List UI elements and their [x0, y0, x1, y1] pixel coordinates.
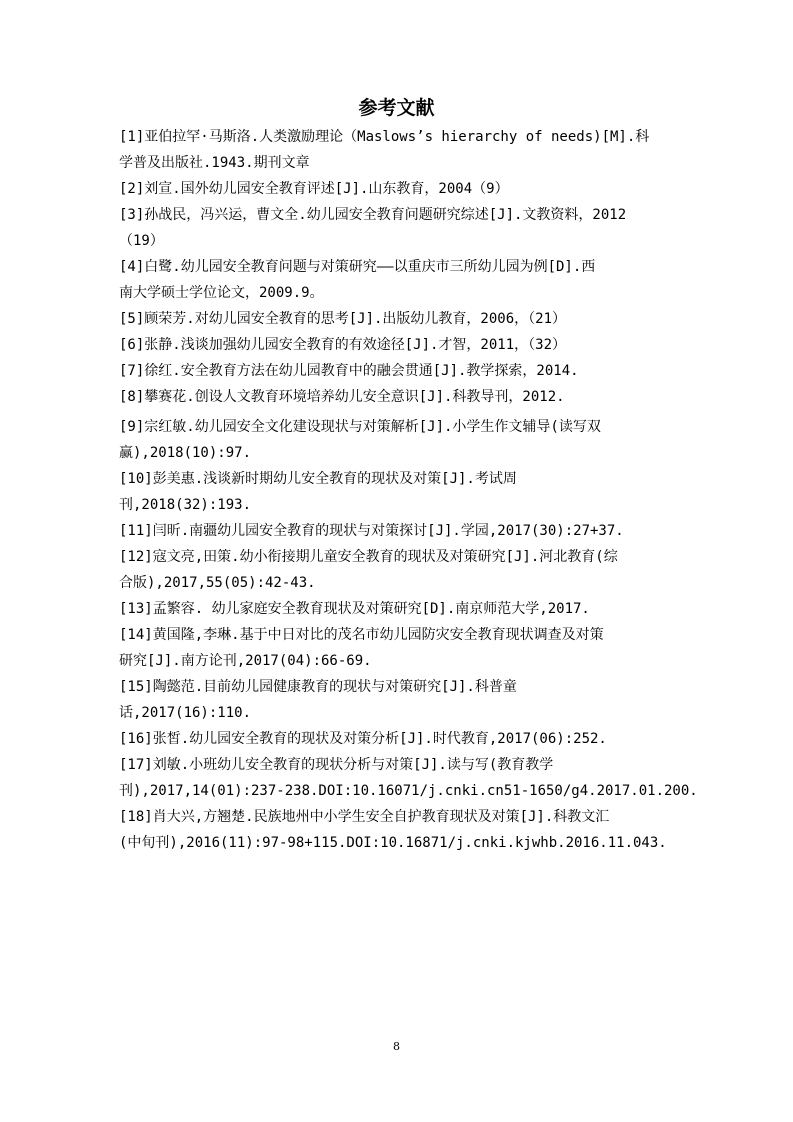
reference-line: [13]孟繁容. 幼儿家庭安全教育现状及对策研究[D].南京师范大学,2017.	[119, 601, 590, 617]
reference-line: [7]徐红.安全教育方法在幼儿园教育中的融会贯通[J].教学探索，2014.	[119, 363, 579, 379]
reference-line: [12]寇文亮,田策.幼小衔接期儿童安全教育的现状及对策研究[J].河北教育(综	[119, 549, 618, 565]
reference-line: 研究[J].南方论刊,2017(04):66-69.	[119, 653, 372, 669]
reference-item	[119, 202, 679, 254]
reference-item	[119, 596, 679, 622]
reference-line: [9]宗红敏.幼儿园安全文化建设现状与对策解析[J].小学生作文辅导(读写双	[119, 419, 601, 435]
reference-line: 刊,2018(32):193.	[119, 497, 252, 513]
reference-line: [6]张静.浅谈加强幼儿园安全教育的有效途径[J].才智，2011，（32）	[119, 337, 567, 353]
reference-line: [10]彭美惠.浅谈新时期幼儿安全教育的现状及对策[J].考试周	[119, 471, 517, 487]
reference-line: (中旬刊),2016(11):97-98+115.DOI:10.16871/j.cnki.kjwhb.2016.11.043.	[119, 835, 667, 851]
reference-line: [17]刘敏.小班幼儿安全教育的现状分析与对策[J].读与写(教育教学	[119, 757, 554, 773]
reference-line: 学普及出版社.1943.期刊文章	[119, 155, 310, 171]
reference-line: [16]张皙.幼儿园安全教育的现状及对策分析[J].时代教育,2017(06):252.	[119, 731, 607, 747]
reference-item	[119, 254, 679, 306]
reference-item	[119, 358, 679, 384]
reference-item	[119, 622, 679, 674]
reference-item	[119, 306, 679, 332]
reference-list	[119, 124, 698, 856]
reference-line: 南大学硕士学位论文，2009.9。	[119, 285, 324, 301]
reference-item	[119, 466, 679, 518]
reference-line: 赢),2018(10):97.	[119, 445, 252, 461]
reference-line: [3]孙战民，冯兴运，曹文全.幼儿园安全教育问题研究综述[J].文教资料，2012	[119, 207, 627, 223]
reference-item	[119, 518, 679, 544]
reference-line: [2]刘宣.国外幼儿园安全教育评述[J].山东教育，2004（9）	[119, 181, 509, 197]
reference-item	[119, 124, 679, 176]
reference-line: [5]顾荣芳.对幼儿园安全教育的思考[J].出版幼儿教育，2006，（21）	[119, 311, 567, 327]
reference-line: 话,2017(16):110.	[119, 705, 252, 721]
reference-line: [15]陶懿范.目前幼儿园健康教育的现状与对策研究[J].科普童	[119, 679, 517, 695]
reference-item	[119, 804, 679, 856]
reference-line: [18]肖大兴,方翘楚.民族地州中小学生安全自护教育现状及对策[J].科教文汇	[119, 809, 610, 825]
reference-item	[119, 752, 698, 804]
reference-item	[119, 414, 679, 466]
reference-item	[119, 384, 679, 410]
reference-item	[119, 674, 679, 726]
reference-line: 刊),2017,14(01):237-238.DOI:10.16071/j.cnki.cn51-1650/g4.2017.01.200.	[119, 783, 698, 799]
reference-line: [14]黄国隆,李琳.基于中日对比的茂名市幼儿园防灾安全教育现状调查及对策	[119, 627, 604, 643]
reference-line: [4]白鹭.幼儿园安全教育问题与对策研究——以重庆市三所幼儿园为例[D].西	[119, 259, 596, 275]
reference-line: （19）	[119, 233, 164, 249]
reference-line: [8]攀赛花.创设人文教育环境培养幼儿安全意识[J].科教导刊，2012.	[119, 389, 565, 405]
reference-line: [11]闫昕.南疆幼儿园安全教育的现状与对策探讨[J].学园,2017(30):27+37.	[119, 523, 624, 539]
reference-line: [1]亚伯拉罕·马斯洛.人类激励理论（Maslows’s hierarchy of needs)[M].科	[119, 129, 650, 145]
reference-line: 合版),2017,55(05):42-43.	[119, 575, 316, 591]
reference-item	[119, 726, 679, 752]
reference-item	[119, 332, 679, 358]
reference-item	[119, 176, 679, 202]
reference-item	[119, 544, 679, 596]
page-title: 参考文献	[358, 97, 435, 119]
page-number: 8	[393, 1040, 400, 1053]
